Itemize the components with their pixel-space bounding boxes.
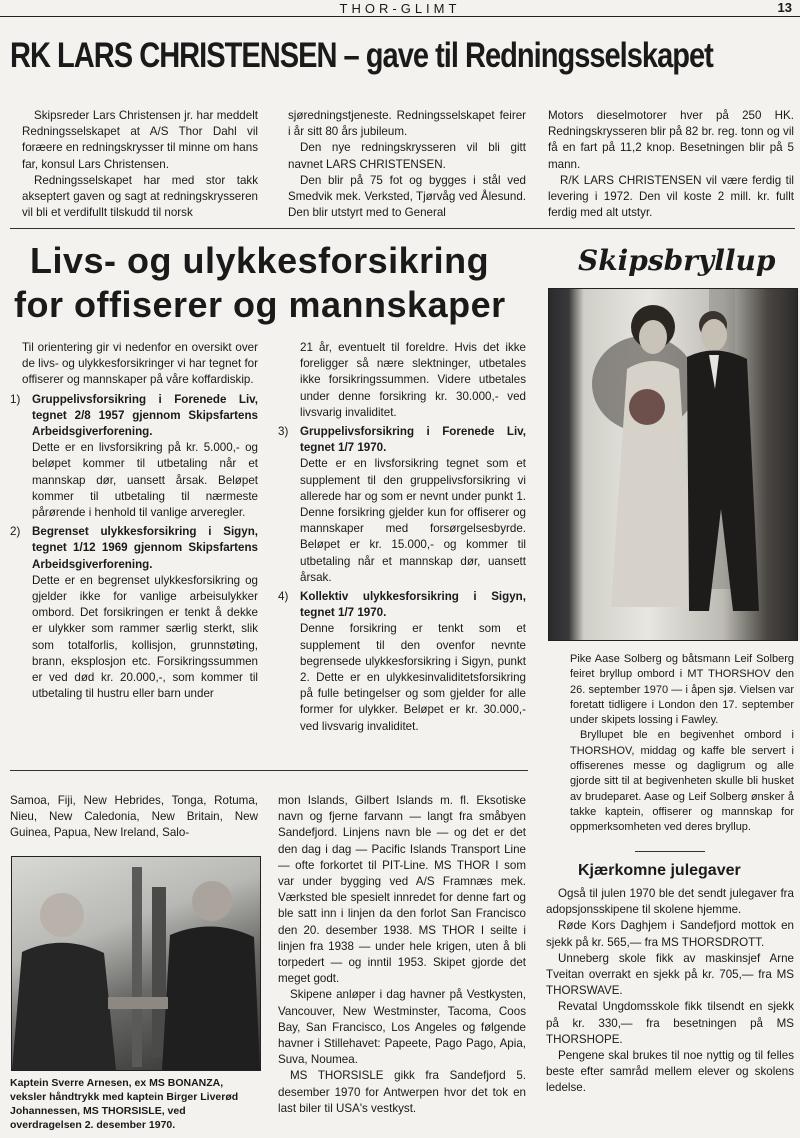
article4-col2-p2: Skipene anløper i dag havner på Vestkysten, Vancouver, New Westminster, Tacoma, Coos Bay, San Francisco, Los Angeles og følgende havner i Stillehavet: Papeete, Pago Pago, Apia, Suva, Noumea. (278, 988, 526, 1067)
masthead-title: THOR-GLIMT (339, 1, 461, 16)
item-text: Dette er en begrenset ulykkesforsikring og gjelder ikke for vanlige arbeisulykker ombord. Det forsikringen er tenkt å dekke er ulykker som rammer særlig sterkt, slik som totalforlis, kollisjon, grunnstøting, brann, eksplosjon etc. Forsikringssummen er ved død kr. 20.000,-, som kommer til utbetaling til hustru eller barn under (32, 573, 258, 701)
article5-p5: Pengene skal brukes til noe nyttig og til felles beste efter samråd mellem elever og skolens ledelse. (546, 1049, 794, 1095)
article5-p3: Unneberg skole fikk av maskinsjef Arne Tveitan overrakt en sjekk på kr. 705,— fra MS THORSWAVE. (546, 951, 794, 998)
article5-body (546, 886, 794, 1097)
article1-col3-p1: Motors dieselmotorer hver på 250 HK. Redningskrysseren blir på 82 br. reg. tonn og vil få en fart på 11,2 knop. Besetningen blir på 5 mann. (548, 109, 794, 171)
article2-headline-line2: for offiserer og mannskaper (14, 284, 506, 325)
article3-caption-p1: Pike Aase Solberg og båtsmann Leif Solberg feiret bryllup ombord i MT THORSHOV den 26. september 1970 — i åpen sjø. Vielsen var foretatt tidligere i London den 17. september under skipets lossing i Fawley. (570, 653, 794, 727)
article5-p1: Også til julen 1970 ble det sendt julegaver fra adopsjonsskipene til skolene hjemme. (546, 887, 794, 917)
article5-p4: Revatal Ungdomsskole fikk tilsendt en sjekk på kr. 330,— fra besetningen på MS THORSHOPE. (546, 1000, 794, 1046)
article2-col1 (10, 340, 258, 702)
item-number: 4) (278, 590, 289, 604)
article4-col2-p3: MS THORSISLE gikk fra Sandefjord 5. desember 1970 for Antwerpen hvor det tok en last biler til USA's vestkyst. (278, 1069, 526, 1115)
wedding-photo-illustration (549, 289, 797, 640)
article2-item-3 (278, 424, 526, 586)
article3-caption-p2: Bryllupet ble en begivenhet ombord i THORSHOV, middag og kaffe ble servert i offiserenes messe og dagligrum og alle gjorde sitt til at begivenheten skulle bli husket av brudeparet. Aase og Leif Solberg ønsker å takke kaptein, offiserer og mannskap for oppmerksomheten ved deres bryllup. (570, 729, 794, 834)
masthead (0, 0, 800, 17)
article1-col1-p1: Skipsreder Lars Christensen jr. har meddelt Redningsselskapet at A/S Thor Dahl vil foræere en redningskrysser til minne om hans far, konsul Lars Christensen. (22, 109, 258, 171)
article1-col2-p3: Den blir på 75 fot og bygges i stål ved Smedvik mek. Verksted, Tjørvåg ved Ålesund. Den blir utstyrt med to General (288, 173, 526, 220)
article1-headline: RK LARS CHRISTENSEN – gave til Redningsselskapet (10, 36, 713, 75)
divider-top (10, 228, 795, 229)
article2-headline-line1: Livs- og ulykkesforsikring (30, 240, 490, 281)
article3-title: Skipsbryllup (578, 244, 776, 277)
article2-intro: Til orientering gir vi nedenfor en oversikt over de livs- og ulykkesforsikringer vi har tegnet for offiserer og mannskaper på våre koffardiskip. (22, 341, 258, 387)
article1-col2 (288, 108, 526, 221)
item-number: 2) (10, 525, 21, 539)
page-number: 13 (777, 0, 792, 15)
item-title: Begrenset ulykkesforsikring i Sigyn, tegnet 1/12 1969 gjennom Skipsfartens Arbeidsgiverforening. (32, 525, 258, 571)
article3-caption (570, 652, 794, 836)
article5-p2: Røde Kors Daghjem i Sandefjord mottok en sjekk på kr. 565,— fra MS THORSDROTT. (546, 919, 794, 949)
item-text: Dette er en livsforsikring på kr. 5.000,- og beløpet kommer til utbetaling når et mannskap dør, uansett årsak. Beløpet kommer til utbetaling til nærmeste pårørende i henhold til vanlige arveregler. (32, 441, 258, 520)
item-title: Kollektiv ulykkesforsikring i Sigyn, tegnet 1/7 1970. (300, 590, 526, 620)
article2-item-4 (278, 589, 526, 735)
item-2-continued: 21 år, eventuelt til foreldre. Hvis det ikke foreligger så nære slektninger, utbetales ikke forsikringssummen. Videre utbetales under denne forsikring kr. 30.000,- ved livsvarig invaliditet. (300, 341, 526, 419)
article1-col2-p2: Den nye redningskrysseren vil bli gitt navnet LARS CHRISTENSEN. (288, 141, 526, 171)
article1-col1 (22, 108, 258, 221)
item-title: Gruppelivsforsikring i Forenede Liv, tegnet 2/8 1957 gjennom Skipsfartens Arbeidsgiverforening. (32, 392, 258, 439)
divider-middle (10, 770, 528, 771)
article2-col2 (278, 340, 526, 735)
article1-col3 (548, 108, 794, 221)
article4-col2 (278, 793, 526, 1117)
item-number: 1) (10, 392, 21, 406)
article1-col1-p2: Redningsselskapet har med stor takk akseptert gaven og sagt at redningskrysseren vil bli et verdifullt tilskudd til norsk (22, 173, 258, 220)
article2-item-1 (10, 392, 258, 522)
wedding-photo (548, 288, 798, 641)
article4-col1-text: Samoa, Fiji, New Hebrides, Tonga, Rotuma, Nieu, New Caledonia, New Britain, New Guinea, Papua, New Ireland, Salo- (10, 794, 258, 840)
article5-rule (635, 851, 705, 852)
article4-photo-caption: Kaptein Sverre Arnesen, ex MS BONANZA, veksler håndtrykk med kaptein Birger Liverød Johannessen, MS THORSISLE, ved overdragelsen 2. desember 1970. (10, 1077, 239, 1131)
article1-col3-p2: R/K LARS CHRISTENSEN vil være ferdig til levering i 1972. Den vil koste 2 mill. kr. fullt ferdig med alt utstyr. (548, 173, 794, 220)
article4-col2-p1: mon Islands, Gilbert Islands m. fl. Eksotiske navn og fjerne farvann — langt fra småbyen Sandefjord. Linjens navn ble — og det er det den dag i dag — Pacific Islands Transport Line — ofte forkortet til PIT-Line. MS THOR I som var under bygging ved A/S Framnæs mek. Værksted ble spesielt innredet for denne fart og ble satt inn i linjen da den forlot San Francisco den 20. desember 1938. MS THOR I seilte i linjen fra 1938 — under hele krigen, uten å bli torpedert — og inntil 1953. Skipet gjorde det meget godt. (278, 794, 526, 986)
item-title: Gruppelivsforsikring i Forenede Liv, tegnet 1/7 1970. (300, 425, 526, 455)
article1-col2-p1: sjøredningstjeneste. Redningsselskapet feirer i år sitt 80 års jubileum. (288, 109, 526, 139)
item-text: Denne forsikring er tenkt som et supplement til den ovenfor nevnte begrensede ulykkesforsikring i Sigyn, punkt 2. Dette er en ulykkesinvaliditetsforsikring på fulle betingelser og som gjelder for alle former for ulykker. Beløpet er kr. 30.000,- ved livsvarig invaliditet. (300, 622, 526, 733)
item-text: Dette er en livsforsikring tegnet som et supplement til den gruppelivsforsikring vi allerede har og som er nevnt under punkt 1. Denne forsikring gjelder kun for offiserer og mannskaper med forsørgelsesbyrde. Beløpet er kr. 15.000,- og kommer til utbetaling når et mannskap dør, uansett årsak. (300, 457, 526, 584)
article5-title: Kjærkomne julegaver (578, 862, 741, 879)
handshake-photo-illustration (12, 857, 260, 1070)
item-number: 3) (278, 425, 289, 439)
handshake-photo (11, 856, 261, 1071)
article2-item-2 (10, 524, 258, 702)
